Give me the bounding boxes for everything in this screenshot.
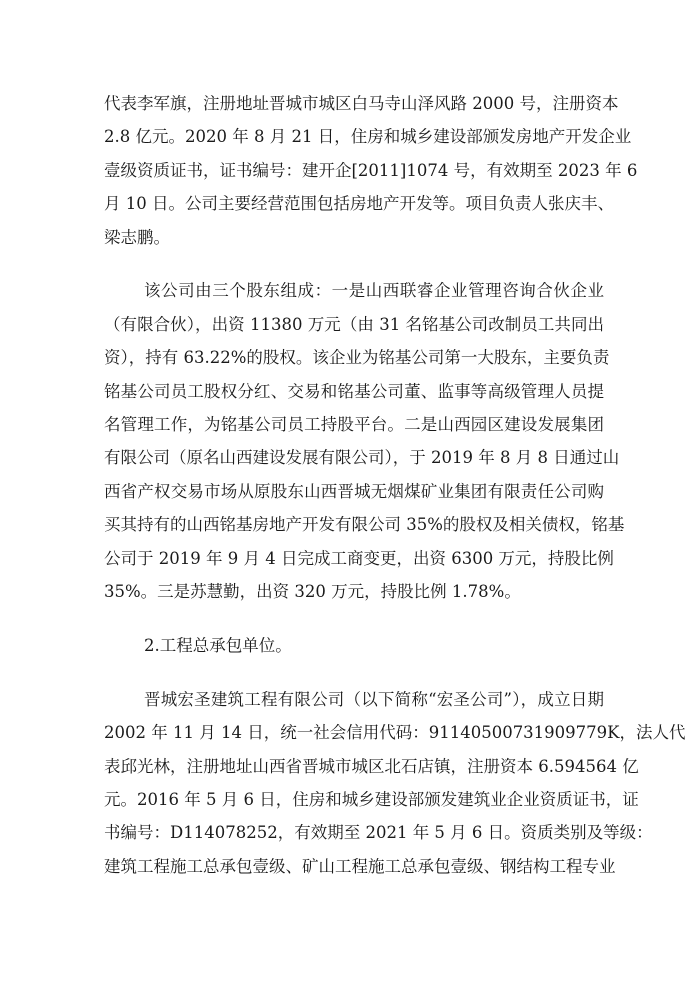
- text-line: 铭基公司员工股权分红、交易和铭基公司董、监事等高级管理人员提: [104, 381, 604, 401]
- text-line: 壹级资质证书，证书编号：建开企[2011]1074 号，有效期至 2023 年 6: [104, 160, 638, 180]
- text-line: 35%。三是苏慧勤，出资 320 万元，持股比例 1.78%。: [104, 581, 521, 601]
- text-line: 2.8 亿元。2020 年 8 月 21 日，住房和城乡建设部颁发房地产开发企业: [104, 127, 632, 147]
- text-line: 晋城宏圣建筑工程有限公司（以下简称“宏圣公司”），成立日期: [144, 689, 604, 709]
- text-line: 月 10 日。公司主要经营范围包括房地产开发等。项目负责人张庆丰、: [104, 194, 614, 214]
- paragraph-shareholders: [104, 274, 625, 608]
- document-body: [104, 87, 686, 883]
- text-line: 梁志鹏。: [104, 227, 170, 247]
- text-line: 该公司由三个股东组成：一是山西联睿企业管理咨询合伙企业: [144, 281, 604, 301]
- text-line: 书编号：D114078252，有效期至 2021 年 5 月 6 日。资质类别及等级：: [104, 823, 653, 843]
- text-line: 有限公司（原名山西建设发展有限公司），于 2019 年 8 月 8 日通过山: [104, 448, 620, 468]
- text-line: 代表李军旗，注册地址晋城市城区白马寺山泽风路 2000 号，注册资本: [104, 94, 619, 113]
- text-line: 元。2016 年 5 月 6 日，住房和城乡建设部颁发建筑业企业资质证书，证: [104, 789, 639, 809]
- text-line: 公司于 2019 年 9 月 4 日完成工商变更，出资 6300 万元，持股比例: [104, 548, 614, 568]
- text-line: 表邱光林，注册地址山西省晋城市城区北石店镇，注册资本 6.594564 亿: [104, 756, 639, 776]
- paragraph-company-registration: [104, 87, 638, 254]
- text-line: 2002 年 11 月 14 日，统一社会信用代码：91140500731909779K，法人代: [104, 723, 686, 743]
- text-line: 买其持有的山西铭基房地产开发有限公司 35%的股权及相关债权，铭基: [104, 515, 625, 535]
- paragraph-general-contractor: [104, 683, 686, 883]
- section-heading: 2.工程总承包单位。: [144, 635, 292, 655]
- text-line: 资），持有 63.22%的股权。该企业为铭基公司第一大股东，主要负责: [104, 348, 610, 368]
- text-line: 名管理工作，为铭基公司员工持股平台。二是山西园区建设发展集团: [104, 415, 604, 435]
- text-line: 西省产权交易市场从原股东山西晋城无烟煤矿业集团有限责任公司购: [104, 481, 604, 501]
- text-line: 建筑工程施工总承包壹级、矿山工程施工总承包壹级、钢结构工程专业: [104, 856, 616, 876]
- text-line: （有限合伙），出资 11380 万元（由 31 名铭基公司改制员工共同出: [104, 314, 604, 334]
